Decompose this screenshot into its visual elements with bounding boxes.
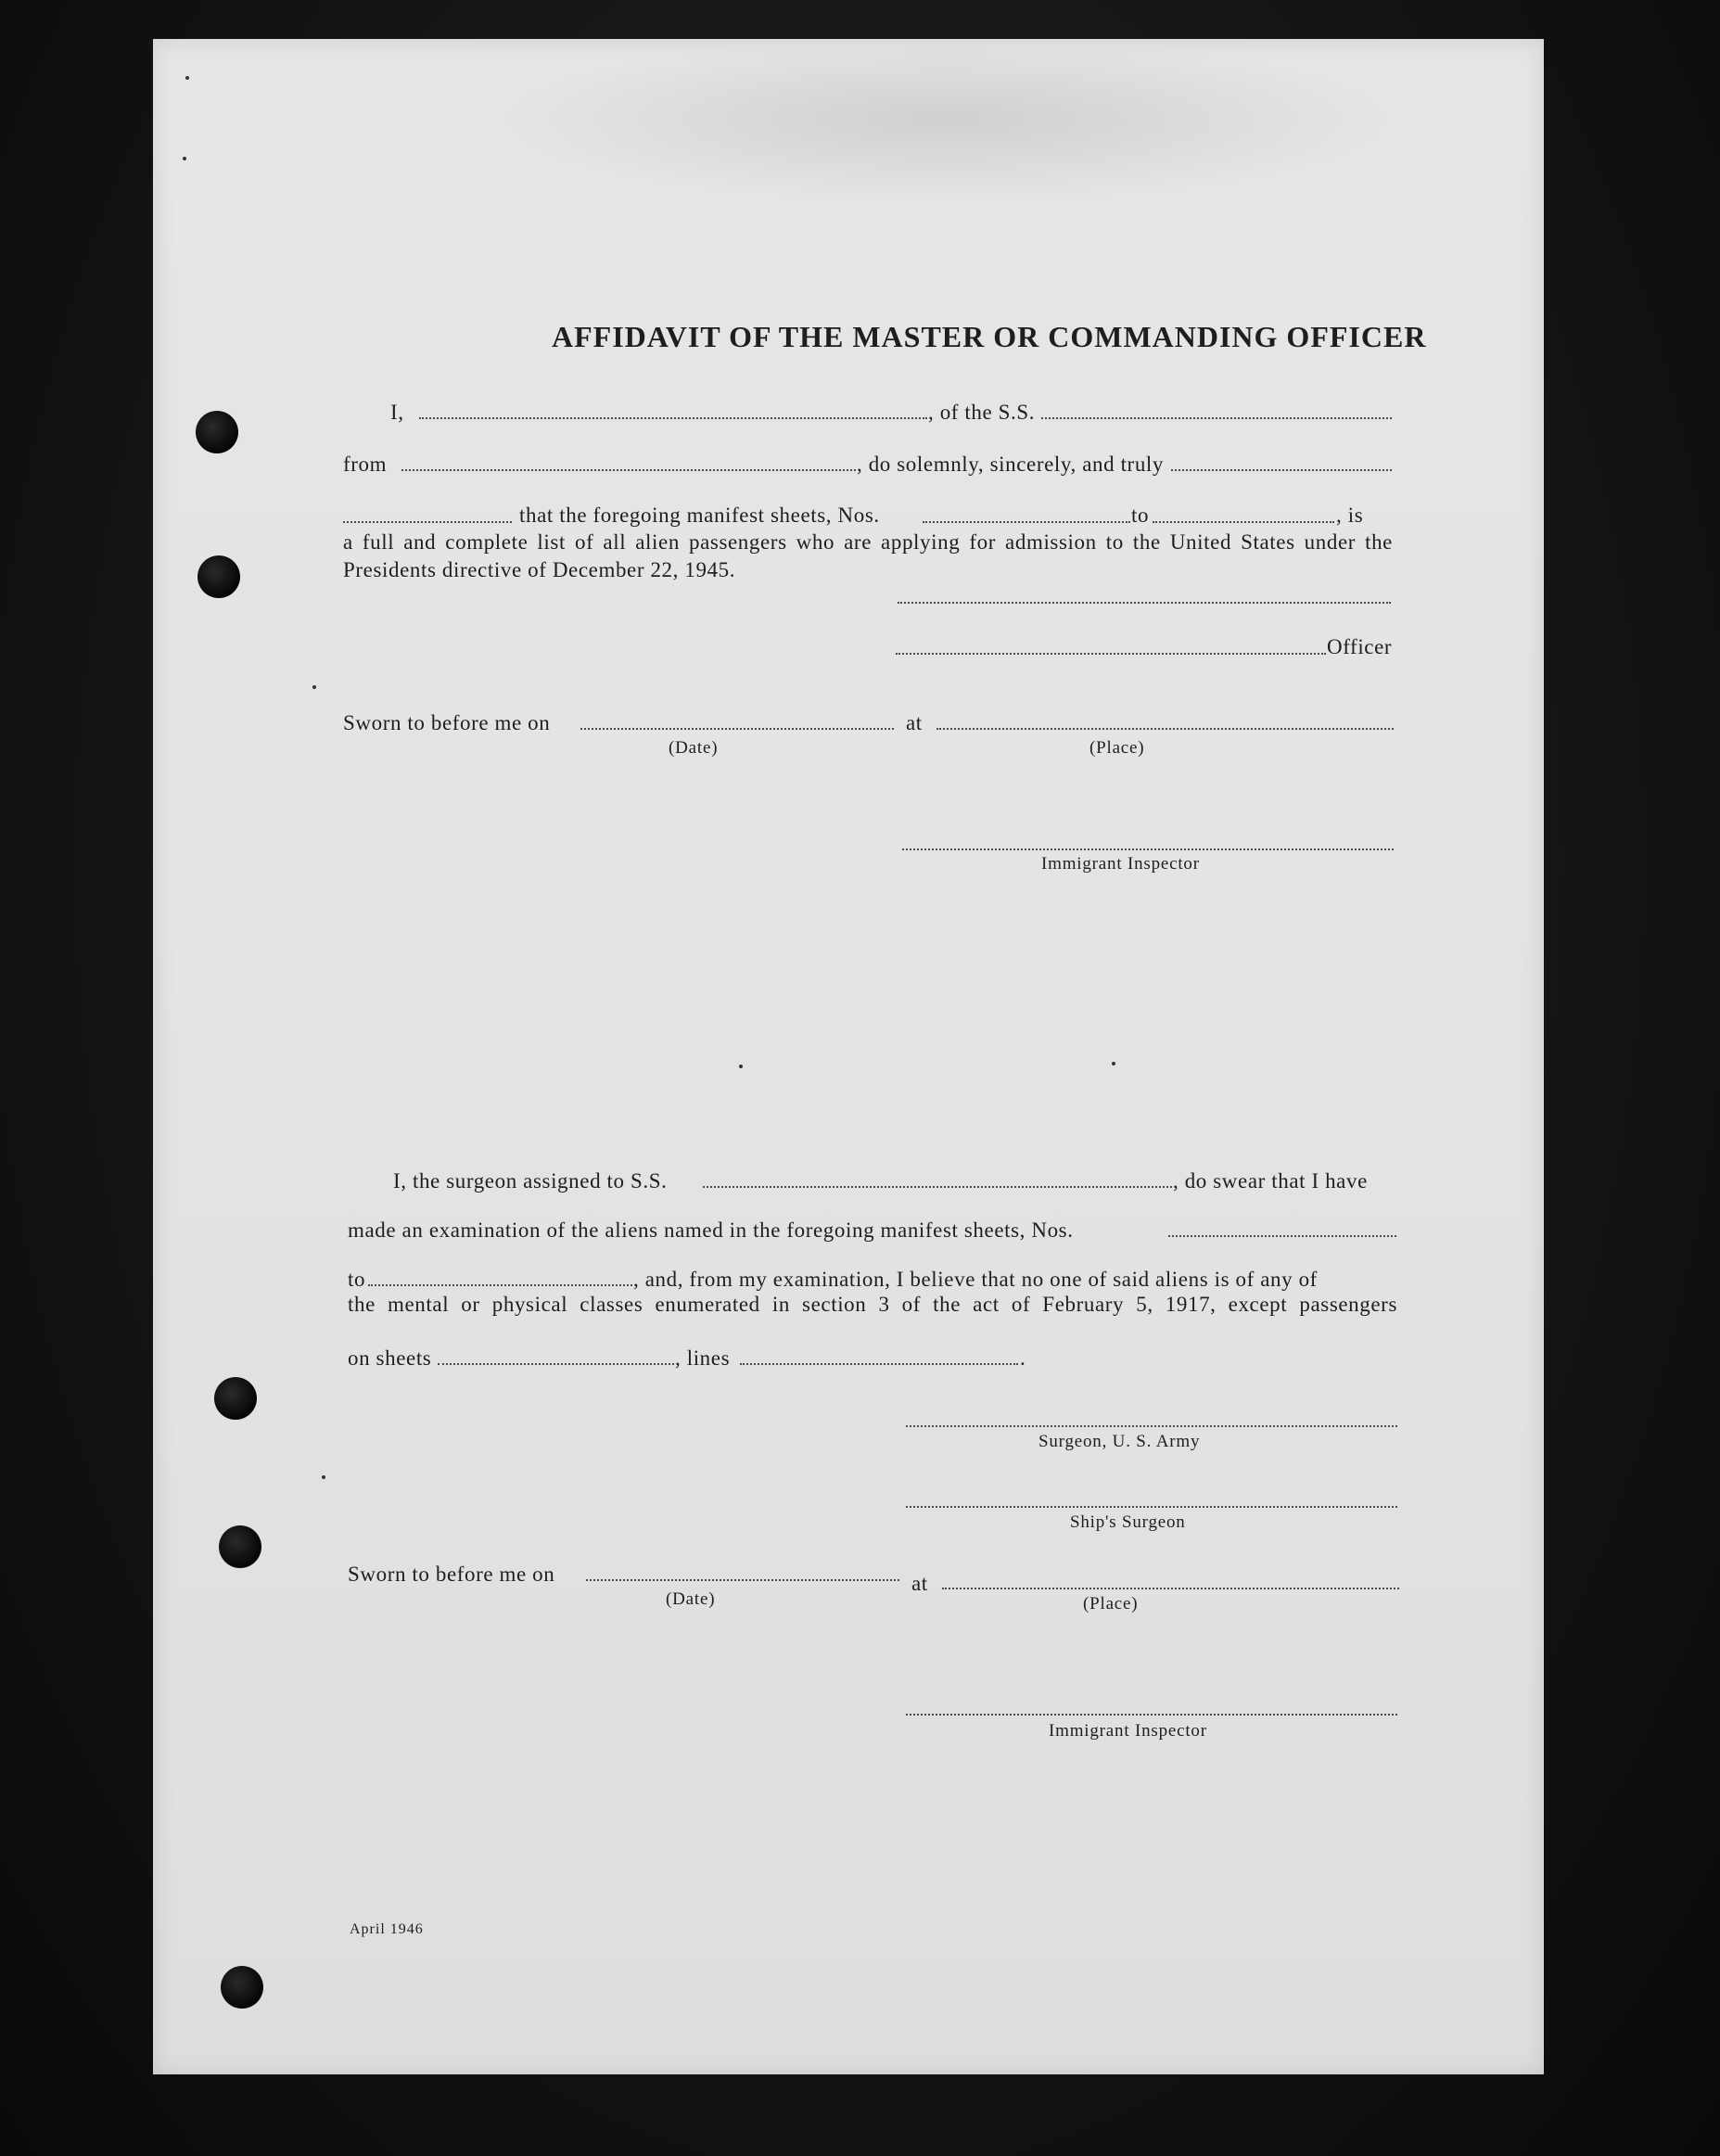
army-surgeon-label: Surgeon, U. S. Army — [1038, 1432, 1201, 1451]
punch-hole — [221, 1966, 263, 2009]
speck — [312, 685, 316, 689]
text-do-swear: , do swear that I have — [1173, 1169, 1368, 1193]
excepted-lines-field[interactable] — [740, 1363, 1018, 1365]
text-is: , is — [1336, 504, 1364, 527]
army-surgeon-signature-line[interactable] — [906, 1425, 1397, 1427]
surgeon-sworn-place-field[interactable] — [942, 1588, 1399, 1589]
text-at-master: at — [906, 711, 923, 734]
text-sworn-master: Sworn to before me on — [343, 711, 551, 734]
date-label: (Date) — [669, 738, 719, 758]
surgeon-ship-field[interactable] — [703, 1186, 1172, 1188]
surgeon-sheets-to-field[interactable] — [368, 1284, 632, 1286]
text-i-surgeon: I, the surgeon assigned to S.S. — [393, 1169, 668, 1193]
mental-classes-text: the mental or physical classes enumerated in section 3 of the act of February 5, 1917, except passengers — [348, 1293, 1397, 1316]
punch-hole — [197, 555, 240, 598]
date-label-surgeon: (Date) — [666, 1589, 716, 1609]
inspector2-label: Immigrant Inspector — [1049, 1721, 1207, 1741]
officer-label: Officer — [1327, 635, 1393, 658]
port-from-field[interactable] — [401, 469, 856, 471]
oath-type-field[interactable] — [1171, 469, 1392, 471]
sheets-to-field[interactable] — [1153, 521, 1334, 523]
place-label-surgeon: (Place) — [1083, 1594, 1139, 1614]
text-sworn-surgeon: Sworn to before me on — [348, 1563, 555, 1586]
inspector-label: Immigrant Inspector — [1041, 854, 1200, 874]
text-i: I, — [390, 401, 404, 424]
speck — [739, 1065, 743, 1068]
full-list-text: a full and complete list of all alien passengers who are applying for admission to the United States under the Presidents directive of December 22, 1945. — [343, 530, 1393, 581]
speck — [1112, 1062, 1115, 1065]
form-page — [153, 39, 1544, 2074]
form-date-footer: April 1946 — [350, 1921, 424, 1937]
text-and-from: , and, from my examination, I believe that no one of said aliens is of any of — [633, 1268, 1318, 1291]
text-from: from — [343, 453, 388, 476]
master-sworn-place-field[interactable] — [936, 728, 1394, 730]
text-period: . — [1020, 1346, 1026, 1370]
speck — [322, 1475, 325, 1479]
text-of-ss: , of the S.S. — [928, 401, 1036, 424]
surgeon-sheets-from-field[interactable] — [1168, 1235, 1396, 1237]
punch-hole — [214, 1377, 257, 1420]
ship-surgeon-signature-line[interactable] — [906, 1506, 1397, 1508]
text-to-surgeon: to — [348, 1268, 366, 1291]
speck — [183, 157, 186, 160]
text-on-sheets: on sheets — [348, 1346, 432, 1370]
text-lines: , lines — [675, 1346, 731, 1370]
form-title: AFFIDAVIT OF THE MASTER OR COMMANDING OFFICER — [552, 320, 1427, 353]
stamp-smudge — [482, 48, 1409, 206]
text-to: to — [1131, 504, 1150, 527]
oath-verb-field[interactable] — [343, 521, 512, 523]
master-signature-line[interactable] — [898, 602, 1391, 604]
surgeon-sworn-date-field[interactable] — [586, 1579, 899, 1581]
inspector2-signature-line[interactable] — [906, 1714, 1397, 1716]
ship-name-field[interactable] — [1041, 417, 1392, 419]
inspector-signature-line[interactable] — [902, 848, 1394, 850]
punch-hole — [196, 411, 238, 453]
sheets-from-field[interactable] — [923, 521, 1130, 523]
punch-hole — [219, 1525, 261, 1568]
officer-title-field[interactable] — [896, 653, 1326, 655]
text-at-surgeon: at — [911, 1572, 928, 1595]
text-that-foregoing: that the foregoing manifest sheets, Nos. — [519, 504, 880, 527]
text-do-solemnly: , do solemnly, sincerely, and truly — [857, 453, 1165, 476]
text-made-exam: made an examination of the aliens named in the foregoing manifest sheets, Nos. — [348, 1218, 1074, 1242]
master-sworn-date-field[interactable] — [580, 728, 894, 730]
speck — [185, 76, 189, 80]
place-label: (Place) — [1089, 738, 1145, 758]
master-name-field[interactable] — [419, 417, 927, 419]
excepted-sheets-field[interactable] — [438, 1363, 674, 1365]
ship-surgeon-label: Ship's Surgeon — [1070, 1512, 1186, 1532]
